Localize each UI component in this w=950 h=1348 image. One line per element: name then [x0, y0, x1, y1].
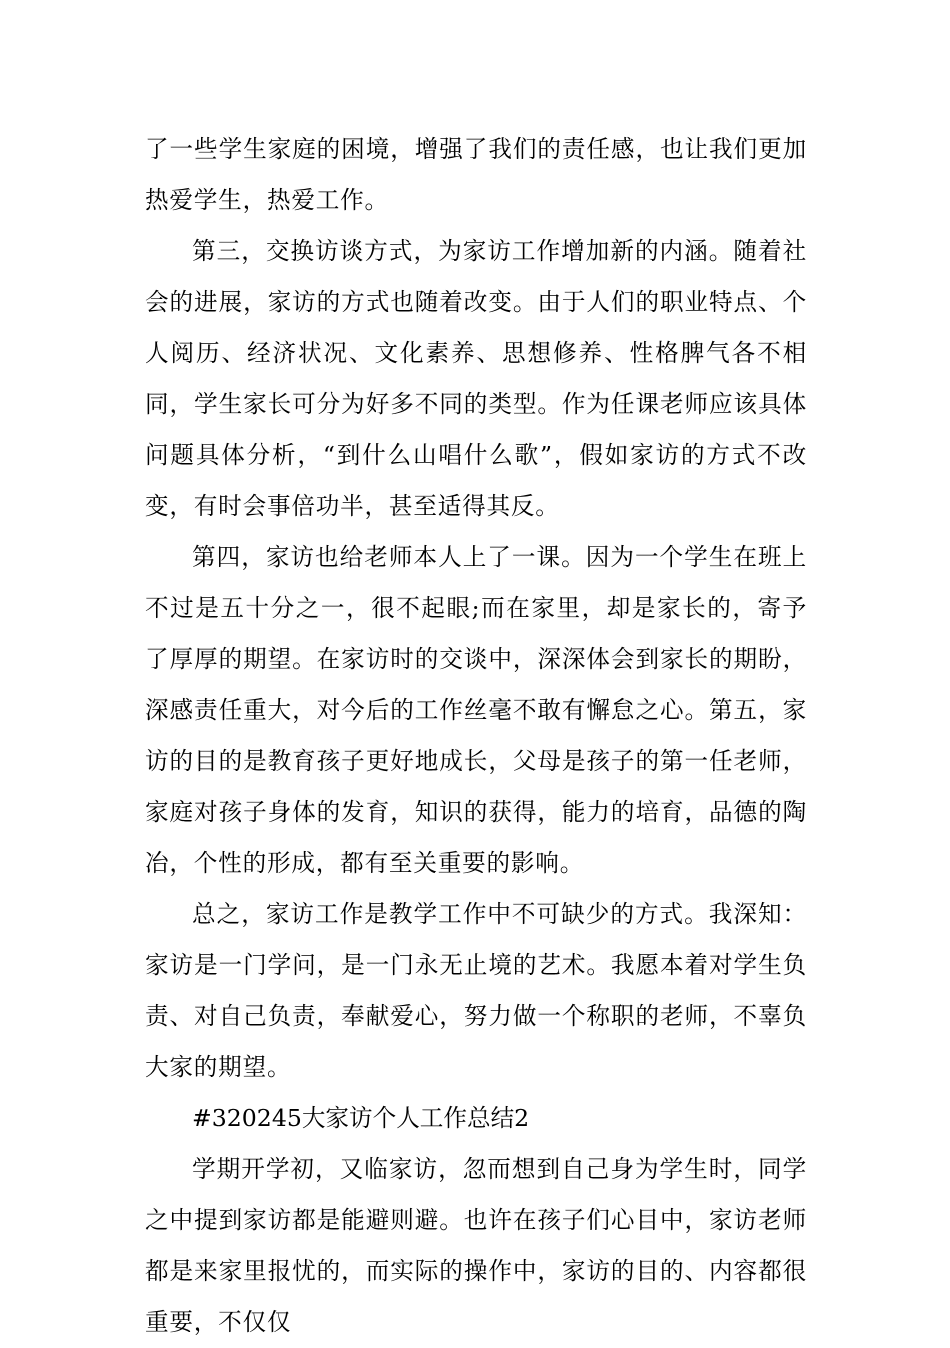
paragraph-conclusion: 总之，家访工作是教学工作中不可缺少的方式。我深知：家访是一门学问，是一门永无止境的艺术。我愿本着对学生负责、对自己负责，奉献爱心，努力做一个称职的老师，不辜负大家的期望。: [145, 900, 807, 1081]
document-page: [145, 124, 807, 1348]
paragraph-third-point: 第三，交换访谈方式，为家访工作增加新的内涵。随着社会的进展，家访的方式也随着改变。由于人们的职业特点、个人阅历、经济状况、文化素养、思想修养、性格脾气各不相同，学生家长可分为好多不同的类型。作为任课老师应该具体问题具体分析，“到什么山唱什么歌”，假如家访的方式不改变，有时会事倍功半，甚至适得其反。: [145, 237, 807, 520]
section-heading: #320245大家访个人工作总结2: [192, 1104, 530, 1132]
paragraph-section2-intro: 学期开学初，又临家访，忽而想到自己身为学生时，同学之中提到家访都是能避则避。也许在孩子们心目中，家访老师都是来家里报忧的，而实际的操作中，家访的目的、内容都很重要，不仅仅: [145, 1155, 807, 1336]
paragraph-fourth-fifth-point: 第四，家访也给老师本人上了一课。因为一个学生在班上不过是五十分之一，很不起眼;而在家里，却是家长的，寄予了厚厚的期望。在家访时的交谈中，深深体会到家长的期盼，深感责任重大，对今后的工作丝毫不敢有懈怠之心。第五，家访的目的是教育孩子更好地成长，父母是孩子的第一任老师，家庭对孩子身体的发育，知识的获得，能力的培育，品德的陶冶，个性的形成，都有至关重要的影响。: [145, 543, 807, 877]
paragraph-continuation: 了一些学生家庭的困境，增强了我们的责任感，也让我们更加热爱学生，热爱工作。: [145, 135, 807, 214]
